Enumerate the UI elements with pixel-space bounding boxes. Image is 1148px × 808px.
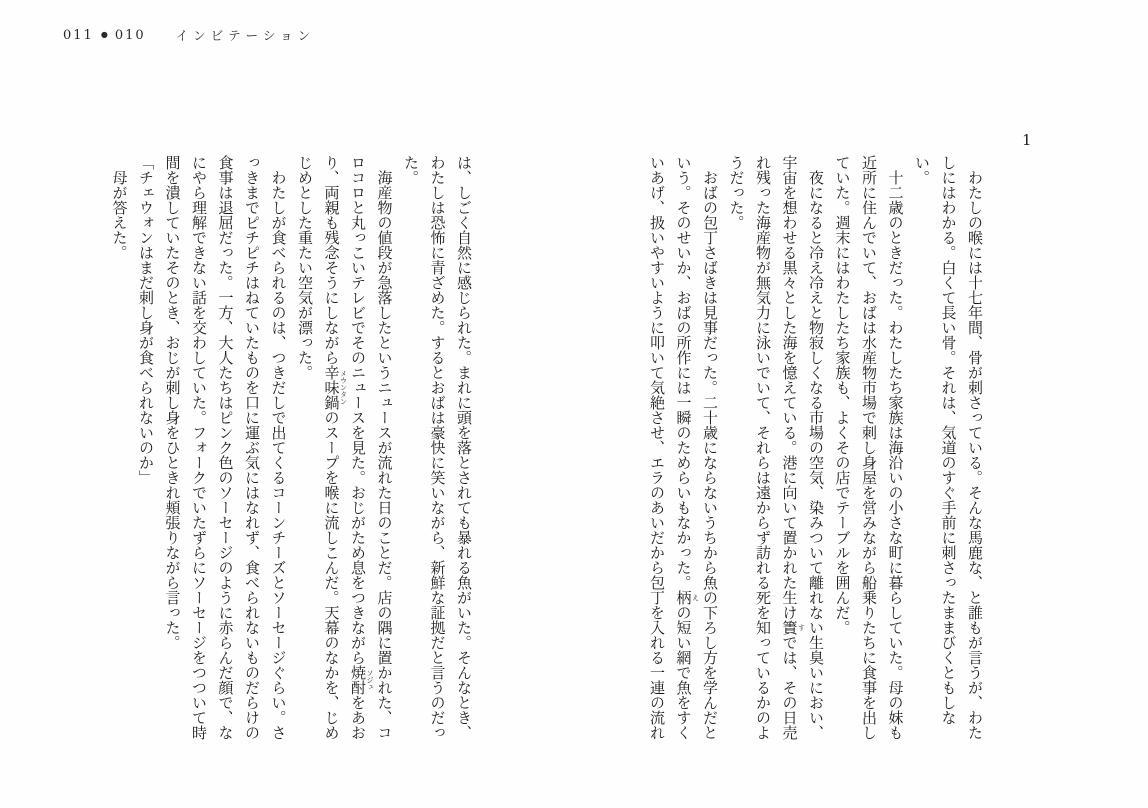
folio-separator-icon: ● [100, 29, 108, 39]
running-title: インビテーション [175, 28, 316, 43]
ruby-annotated-word: 焼酎 ソジュ [349, 665, 374, 695]
paragraph: は、しごく自然に感じられた。まれに頭を落とされても暴れる魚がいた。そんなとき、わたしは恐怖に青ざめた。するとおばは豪快に笑いながら、新鮮な証拠だと言うのだった。 [402, 155, 473, 740]
folio-right: 010 [114, 27, 146, 43]
ruby-annotated-word: 柄 え [674, 590, 700, 605]
left-page-text [82, 155, 477, 740]
page-right [574, 0, 1148, 808]
paragraph: 「チェウォンはまだ刺し身が食べられないのか」 [137, 155, 155, 485]
paragraph: 十二歳のときだった。わたしたち家族は海沿いの小さな町に暮らしていた。母の妹も近所に住んでいて、おばは水産物市場で刺し身屋を営みながら船乗りたちに食事を出していた。週末にはわたしたち家族も、よくその店でテーブルを囲んだ。 [833, 155, 905, 740]
paragraph: 夜になると冷え冷えと物寂しくなる市場の空気、染みついて離れない生臭いにおい、宇宙を想わせる黒々とした海を憶えている。港に向いて置かれた生け簀 すでは、その日売れ残った海産物が無気力に泳いでいて、それらは遠からず訪れる死を知っているかのようだった。 [727, 155, 825, 740]
chapter-number: 1 [1022, 131, 1032, 149]
ruby-annotated-word: 辛味鍋 メウンタン [322, 365, 348, 410]
paragraph: 母が答えた。 [110, 170, 129, 260]
ruby-annotated-word: 簀 す [780, 620, 806, 635]
paragraph: わたしが食べられるのは、つきだしで出てくるコーンチーズとソーセージぐらい。さっきまでピチピチはねていたものを口に運ぶ気にはなれず、食べられないものだらけの食事は退屈だった。一方、大人たちはピンク色のソーセージのように赤らんだ顔で、なにやら理解できない話を交わしていた。フォークでいたずらにソーセージをつついて時間を潰していたそのとき、おじが刺し身をひときれ頬張りながら言った。 [163, 155, 288, 740]
paragraph: 海産物の値段が急落したというニュースが流れた日のことだ。店の隅に置かれた、コロコロと丸っこいテレビでそのニュースを見た。おじがため息をつきながら焼酎 ソジュをあおり、両親も残念そうにしながら辛味鍋 メウンタンのスープを喉に流しこんだ。天幕のなかを、じめじめとした重たい空気が漂った。 [296, 155, 394, 740]
right-page-text [643, 155, 988, 740]
paragraph: わたしの喉には十七年間、骨が刺さっている。そんな馬鹿な、と誰もが言うが、わたしにはわかる。白くて長い骨。それは、気道のすぐ手前に刺さったままびくともしない。 [913, 155, 984, 740]
paragraph: おばの包丁さばきは見事だった。二十歳にならないうちから魚の下ろし方を学んだという。そのせいか、おばの所作には一瞬のためらいもなかった。柄 えの短い網で魚をすくいあげ、扱いやすいように叩いて気絶させ、エラのあいだから包丁を入れる一連の流れ [648, 155, 719, 740]
folio-left: 011 [63, 27, 94, 43]
